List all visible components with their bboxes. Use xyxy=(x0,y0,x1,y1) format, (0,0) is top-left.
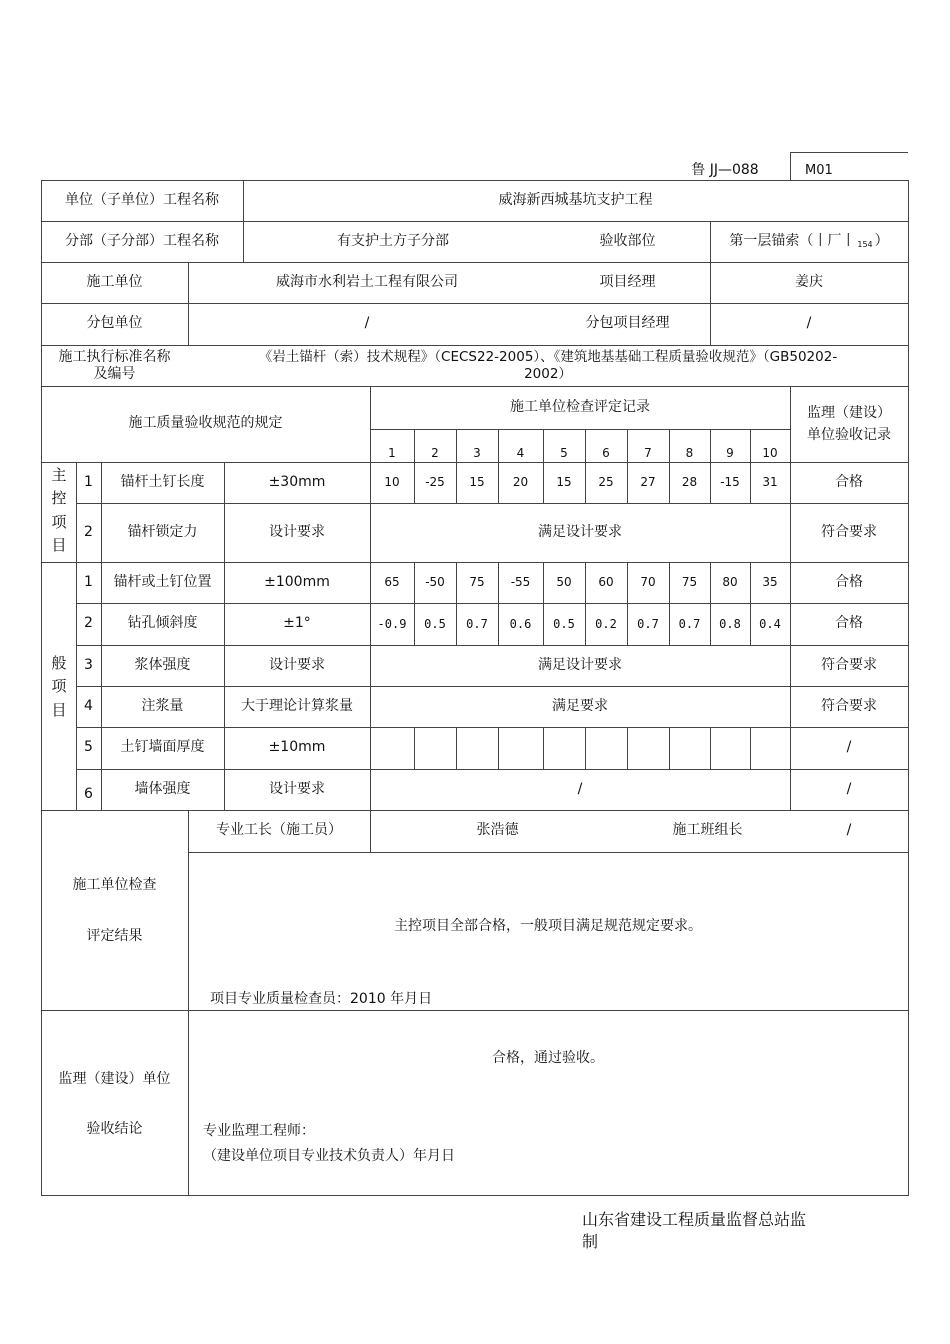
inspection-label-1: 施工单位检查 xyxy=(72,877,157,894)
mc-row2-no: 2 xyxy=(84,523,93,540)
accept-part-small: 154 xyxy=(857,239,873,249)
supervision-result: 合格，通过验收。 xyxy=(492,1050,604,1067)
record-header: 施工单位检查评定记录 xyxy=(510,398,650,415)
project-manager-label: 项目经理 xyxy=(599,273,656,290)
gen-row6-no: 6 xyxy=(84,785,93,802)
standard-label: 施工执行标准名称 及编号 xyxy=(58,348,171,382)
gen-row3-no: 3 xyxy=(84,656,93,673)
col-number-col-5: 5 xyxy=(560,445,568,460)
gen-row1-value-col-4: -55 xyxy=(510,575,531,589)
mc-row1-value-col-6: 25 xyxy=(598,475,614,489)
gen-row6-spec: 设计要求 xyxy=(269,780,325,797)
gen-row1-value-col-1: 65 xyxy=(384,575,400,589)
gen-row4-merged: 满足要求 xyxy=(552,697,608,714)
project-manager-value: 姜庆 xyxy=(795,273,823,290)
contractor-value: 威海市水利岩土工程有限公司 xyxy=(276,273,458,290)
gen-row1-value-col-7: 70 xyxy=(640,575,656,589)
gen-row4-no: 4 xyxy=(84,697,93,714)
subunit-project-label: 分部（子分部）工程名称 xyxy=(65,232,219,249)
main-control-group-label: 主 控 项 目 xyxy=(51,466,67,554)
unit-project-value: 威海新西城基坑支护工程 xyxy=(498,191,653,208)
gen-row4-result: 符合要求 xyxy=(821,697,877,714)
subunit-project-value: 有支护土方子分部 xyxy=(337,232,449,249)
gen-row2-value-col-2: 0.5 xyxy=(424,616,446,631)
gen-row5-no: 5 xyxy=(84,739,93,756)
mc-row1-item: 锚杆土钉长度 xyxy=(120,473,205,490)
team-leader-value: / xyxy=(846,822,852,839)
supervisor-header: 监理（建设） 单位验收记录 xyxy=(807,404,891,443)
mc-row1-value-col-9: -15 xyxy=(720,475,740,489)
gen-row2-spec: ±1° xyxy=(283,615,311,632)
sub-pm-label: 分包项目经理 xyxy=(585,315,670,332)
gen-row3-merged: 满足设计要求 xyxy=(538,656,622,673)
gen-row2-value-col-7: 0.7 xyxy=(637,616,659,631)
mc-row2-merged: 满足设计要求 xyxy=(538,523,622,540)
col-number-col-8: 8 xyxy=(685,445,694,460)
gen-row1-value-col-3: 75 xyxy=(469,575,485,589)
mc-row1-value-col-4: 20 xyxy=(512,475,529,489)
gen-row6-item: 墙体强度 xyxy=(134,780,191,797)
contractor-label: 施工单位 xyxy=(86,273,143,290)
mc-row1-result: 合格 xyxy=(835,473,863,490)
sub-pm-value: / xyxy=(806,315,812,332)
supervision-label-1: 监理（建设）单位 xyxy=(58,1071,171,1088)
gen-row1-item: 锚杆或土钉位置 xyxy=(113,573,212,590)
gen-row6-merged: / xyxy=(577,780,583,797)
mc-row1-value-col-1: 10 xyxy=(384,475,400,489)
accept-part-label: 验收部位 xyxy=(599,232,656,249)
gen-row1-value-col-10: 35 xyxy=(762,575,778,589)
gen-row1-no: 1 xyxy=(84,573,93,590)
col-number-col-7: 7 xyxy=(644,445,652,460)
gen-row2-value-col-8: 0.7 xyxy=(678,616,701,631)
form-code: 鲁 JJ—088 xyxy=(691,162,759,179)
gen-row5-spec: ±10mm xyxy=(268,739,326,756)
gen-row1-value-col-9: 80 xyxy=(722,575,738,589)
gen-row4-spec: 大于理论计算浆量 xyxy=(241,697,353,714)
foreman-label: 专业工长（施工员） xyxy=(216,822,342,839)
mc-row1-no: 1 xyxy=(84,473,93,490)
unit-project-label: 单位（子单位）工程名称 xyxy=(65,191,219,208)
mc-row1-value-col-3: 15 xyxy=(469,475,485,489)
gen-row1-spec: ±100mm xyxy=(264,573,330,590)
spec-header: 施工质量验收规范的规定 xyxy=(128,415,283,432)
subcontractor-value: / xyxy=(364,315,370,332)
gen-row2-value-col-4: 0.6 xyxy=(509,616,532,631)
general-group-label: 般 项 目 xyxy=(51,654,67,719)
gen-row1-result: 合格 xyxy=(835,573,863,590)
mc-row1-spec: ±30mm xyxy=(268,473,326,490)
col-number-col-2: 2 xyxy=(431,445,439,460)
gen-row2-no: 2 xyxy=(84,615,93,632)
gen-row1-value-col-5: 50 xyxy=(556,575,572,589)
mc-row2-item: 锚杆锁定力 xyxy=(127,523,198,540)
col-number-col-10: 10 xyxy=(762,445,778,460)
inspection-label-2: 评定结果 xyxy=(86,928,143,945)
owner-representative-line: （建设单位项目专业技术负责人）年月日 xyxy=(203,1148,455,1165)
gen-row2-value-col-10: 0.4 xyxy=(759,616,781,631)
inspection-result: 主控项目全部合格，一般项目满足规范规定要求。 xyxy=(394,918,702,935)
mc-row1-value-col-2: -25 xyxy=(425,475,445,489)
mc-row1-value-col-5: 15 xyxy=(556,475,572,489)
supervising-engineer-line: 专业监理工程师： xyxy=(203,1123,315,1140)
form-number: M01 xyxy=(805,162,833,178)
gen-row3-result: 符合要求 xyxy=(821,656,877,673)
col-number-col-1: 1 xyxy=(388,445,396,460)
gen-row3-spec: 设计要求 xyxy=(269,656,325,673)
col-number-col-6: 6 xyxy=(602,445,610,460)
foreman-value: 张浩德 xyxy=(476,822,519,839)
gen-row2-value-col-9: 0.8 xyxy=(719,616,741,631)
team-leader-label: 施工班组长 xyxy=(672,822,743,839)
mc-row1-value-col-7: 27 xyxy=(640,475,656,489)
gen-row1-value-col-2: -50 xyxy=(425,575,445,589)
gen-row2-result: 合格 xyxy=(835,615,863,632)
gen-row1-value-col-8: 75 xyxy=(681,575,698,589)
col-number-col-3: 3 xyxy=(473,445,481,460)
gen-row2-value-col-3: 0.7 xyxy=(466,616,488,631)
gen-row2-value-col-1: -0.9 xyxy=(377,616,407,631)
mc-row1-value-col-8: 28 xyxy=(681,475,698,489)
gen-row2-value-col-5: 0.5 xyxy=(553,616,575,631)
mc-row2-spec: 设计要求 xyxy=(269,523,325,540)
gen-row3-item: 浆体强度 xyxy=(134,656,191,673)
col-number-col-4: 4 xyxy=(516,445,525,460)
accept-part-close: ） xyxy=(874,232,889,249)
gen-row5-item: 土钉墙面厚度 xyxy=(120,739,205,756)
mc-row1-value-col-10: 31 xyxy=(762,475,778,489)
gen-row4-item: 注浆量 xyxy=(141,697,184,714)
accept-part-main: 第一层锚索（丨厂丨 xyxy=(729,232,856,249)
gen-row2-value-col-6: 0.2 xyxy=(595,616,617,631)
accept-part-value xyxy=(710,221,908,262)
gen-row2-item: 钻孔倾斜度 xyxy=(127,615,198,632)
gen-row6-result: / xyxy=(846,780,852,797)
subcontractor-label: 分包单位 xyxy=(86,315,143,332)
standard-value: 《岩土锚杆（索）技术规程》（CECS22-2005）、《建筑地基基础工程质量验收规范》（GB50202- 2002） xyxy=(258,349,838,382)
issuer-note: 山东省建设工程质量监督总站监 制 xyxy=(582,1210,807,1252)
col-number-col-9: 9 xyxy=(726,445,734,460)
mc-row2-result: 符合要求 xyxy=(821,523,877,540)
gen-row5-result: / xyxy=(846,739,852,756)
gen-row1-value-col-6: 60 xyxy=(598,575,614,589)
supervision-label-2: 验收结论 xyxy=(86,1121,143,1138)
quality-inspector-line: 项目专业质量检查员：2010 年月日 xyxy=(210,991,433,1008)
